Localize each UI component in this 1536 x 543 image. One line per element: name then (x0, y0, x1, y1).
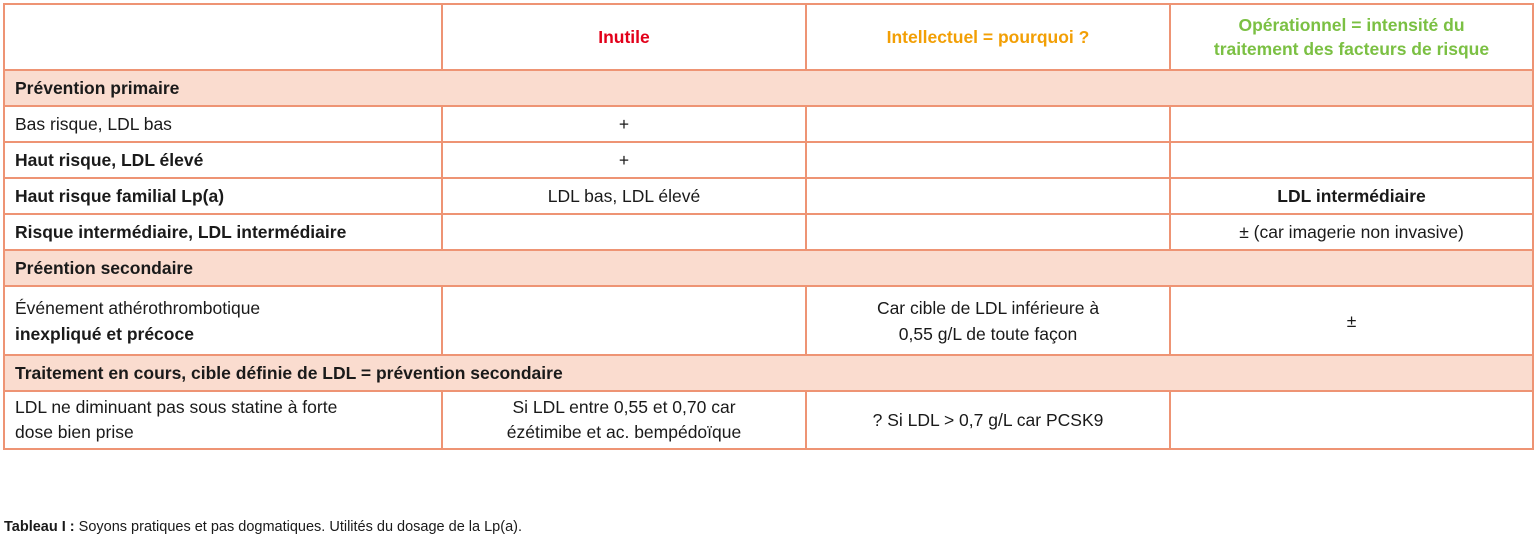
cell-inutile (442, 391, 806, 449)
table-row (4, 178, 1533, 214)
section-treatment-label: Traitement en cours, cible définie de LDL = prévention secondaire (4, 355, 1533, 391)
cell-intellectuel-line2: 0,55 g/L de toute façon (898, 323, 1078, 344)
cell-intellectuel: ? Si LDL > 0,7 g/L car PCSK9 (806, 391, 1170, 449)
cell-operationnel: LDL intermédiaire (1170, 178, 1533, 214)
header-empty-cell (4, 4, 442, 70)
section-primary-label: Prévention primaire (4, 70, 1533, 106)
caption-label: Tableau I : (4, 519, 75, 535)
cell-intellectuel (806, 142, 1170, 178)
row-label: Bas risque, LDL bas (4, 106, 442, 142)
cell-operationnel: ± (car imagerie non invasive) (1170, 214, 1533, 250)
table-row (4, 106, 1533, 142)
cell-inutile: + (442, 142, 806, 178)
cell-inutile-line2: ézétimibe et ac. bempédoïque (506, 422, 742, 442)
header-operationnel-line2: traitement des facteurs de risque (1213, 39, 1490, 59)
cell-inutile: + (442, 106, 806, 142)
table-caption (4, 519, 522, 535)
section-secondary-label: Préention secondaire (4, 250, 1533, 286)
header-inutile: Inutile (442, 4, 806, 70)
row-label (4, 391, 442, 449)
section-row-treatment (4, 355, 1533, 391)
row-label: Haut risque, LDL élevé (4, 142, 442, 178)
lpa-table (3, 3, 1534, 450)
header-row (4, 4, 1533, 70)
cell-inutile-line1: Si LDL entre 0,55 et 0,70 car (512, 397, 736, 417)
cell-inutile (442, 286, 806, 355)
cell-intellectuel (806, 214, 1170, 250)
table-row (4, 391, 1533, 449)
row-label-line2: dose bien prise (15, 422, 134, 442)
cell-intellectuel-line1: Car cible de LDL inférieure à (876, 297, 1100, 318)
row-label-line1: Événement athérothrombotique (15, 297, 261, 318)
cell-inutile (442, 214, 806, 250)
row-label-line2: inexpliqué et précoce (15, 323, 194, 344)
table-row (4, 286, 1533, 355)
section-row-secondary (4, 250, 1533, 286)
cell-operationnel (1170, 142, 1533, 178)
cell-inutile: LDL bas, LDL élevé (442, 178, 806, 214)
row-label: Haut risque familial Lp(a) (4, 178, 442, 214)
caption-text: Soyons pratiques et pas dogmatiques. Utilités du dosage de la Lp(a). (74, 519, 522, 535)
header-intellectuel: Intellectuel = pourquoi ? (806, 4, 1170, 70)
header-operationnel (1170, 4, 1533, 70)
header-operationnel-line1: Opérationnel = intensité du (1238, 15, 1465, 35)
table-row (4, 214, 1533, 250)
cell-intellectuel (806, 286, 1170, 355)
cell-operationnel: ± (1170, 286, 1533, 355)
cell-operationnel (1170, 391, 1533, 449)
cell-operationnel (1170, 106, 1533, 142)
cell-intellectuel (806, 178, 1170, 214)
row-label-line1: LDL ne diminuant pas sous statine à forte (15, 397, 338, 417)
cell-intellectuel (806, 106, 1170, 142)
row-label: Risque intermédiaire, LDL intermédiaire (4, 214, 442, 250)
row-label (4, 286, 442, 355)
table-row (4, 142, 1533, 178)
section-row-primary (4, 70, 1533, 106)
